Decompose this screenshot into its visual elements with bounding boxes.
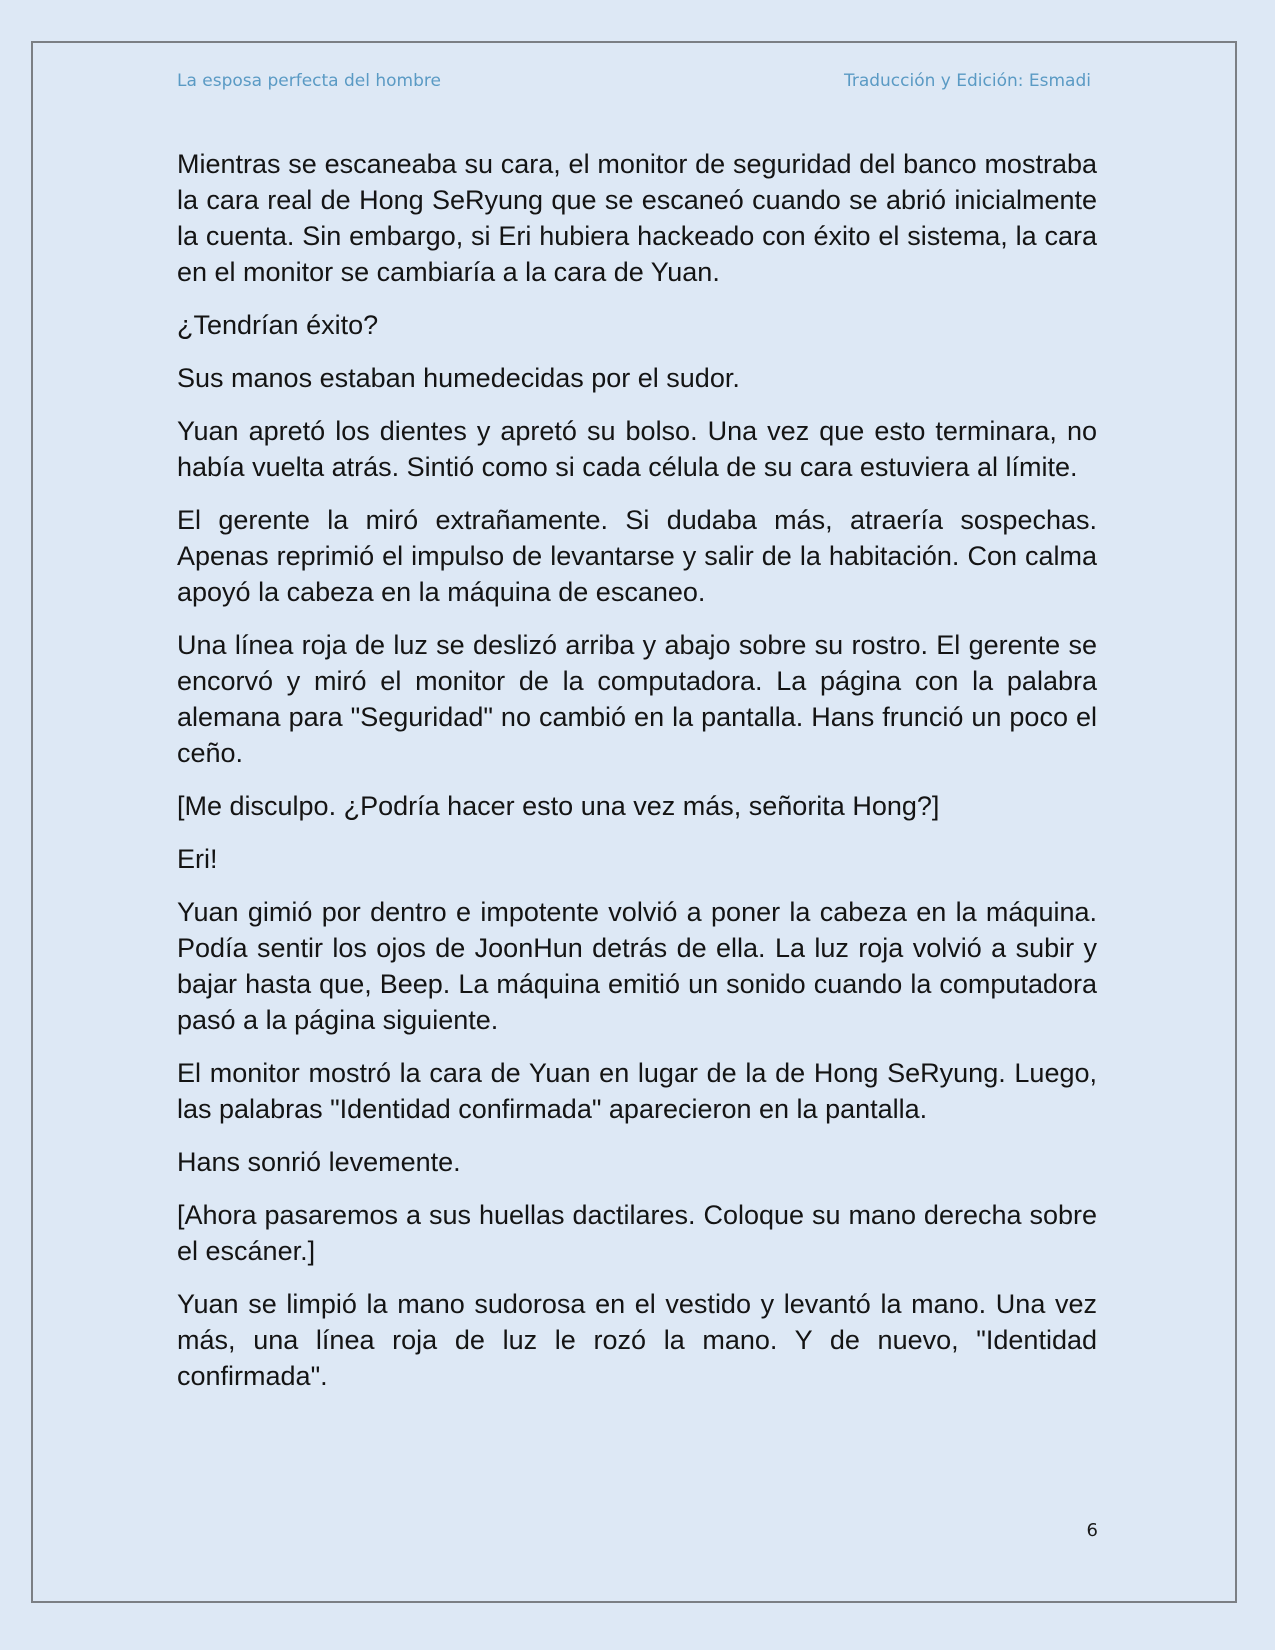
paragraph: Una línea roja de luz se deslizó arriba y abajo sobre su rostro. El gerente se encorvó y miró el monitor de la computadora. La página con la palabra alemana para "Seguridad" no cambió en la pantalla. Hans frunció un poco el ceño.: [177, 630, 1097, 768]
paragraph: Yuan apretó los dientes y apretó su bolso. Una vez que esto terminara, no había vuelta atrás. Sintió como si cada célula de su cara estuviera al límite.: [177, 416, 1097, 482]
paragraph: Sus manos estaban humedecidas por el sudor.: [177, 363, 740, 393]
paragraph: Eri!: [177, 844, 218, 874]
page-number: 6: [1086, 1520, 1098, 1541]
paragraph: Mientras se escaneaba su cara, el monitor de seguridad del banco mostraba la cara real de Hong SeRyung que se escaneó cuando se abrió inicialmente la cuenta. Sin embargo, si Eri hubiera hackeado con éxito el sistema, la cara en el monitor se cambiaría a la cara de Yuan.: [177, 149, 1097, 287]
paragraph: Yuan se limpió la mano sudorosa en el vestido y levantó la mano. Una vez más, una línea roja de luz le rozó la mano. Y de nuevo, "Identidad confirmada".: [177, 1289, 1097, 1391]
header-translator-credit: Traducción y Edición: Esmadi: [843, 71, 1091, 91]
paragraph: Yuan gimió por dentro e impotente volvió a poner la cabeza en la máquina. Podía sentir los ojos de JoonHun detrás de ella. La luz roja volvió a subir y bajar hasta que, Beep. La máquina emitió un sonido cuando la computadora pasó a la página siguiente.: [177, 897, 1097, 1035]
header-book-title: La esposa perfecta del hombre: [177, 71, 441, 91]
paragraph: El gerente la miró extrañamente. Si dudaba más, atraería sospechas. Apenas reprimió el impulso de levantarse y salir de la habitación. Con calma apoyó la cabeza en la máquina de escaneo.: [177, 505, 1097, 607]
paragraph: ¿Tendrían éxito?: [177, 310, 379, 340]
paragraph: [Ahora pasaremos a sus huellas dactilares. Coloque su mano derecha sobre el escáner.]: [177, 1200, 1097, 1266]
paragraph: [Me disculpo. ¿Podría hacer esto una vez más, señorita Hong?]: [177, 791, 940, 821]
paragraph: Hans sonrió levemente.: [177, 1147, 461, 1177]
paragraph: El monitor mostró la cara de Yuan en lugar de la de Hong SeRyung. Luego, las palabras "Identidad confirmada" aparecieron en la pantalla.: [177, 1058, 1097, 1124]
body-text: [177, 146, 1097, 1411]
running-header: [177, 73, 1091, 90]
